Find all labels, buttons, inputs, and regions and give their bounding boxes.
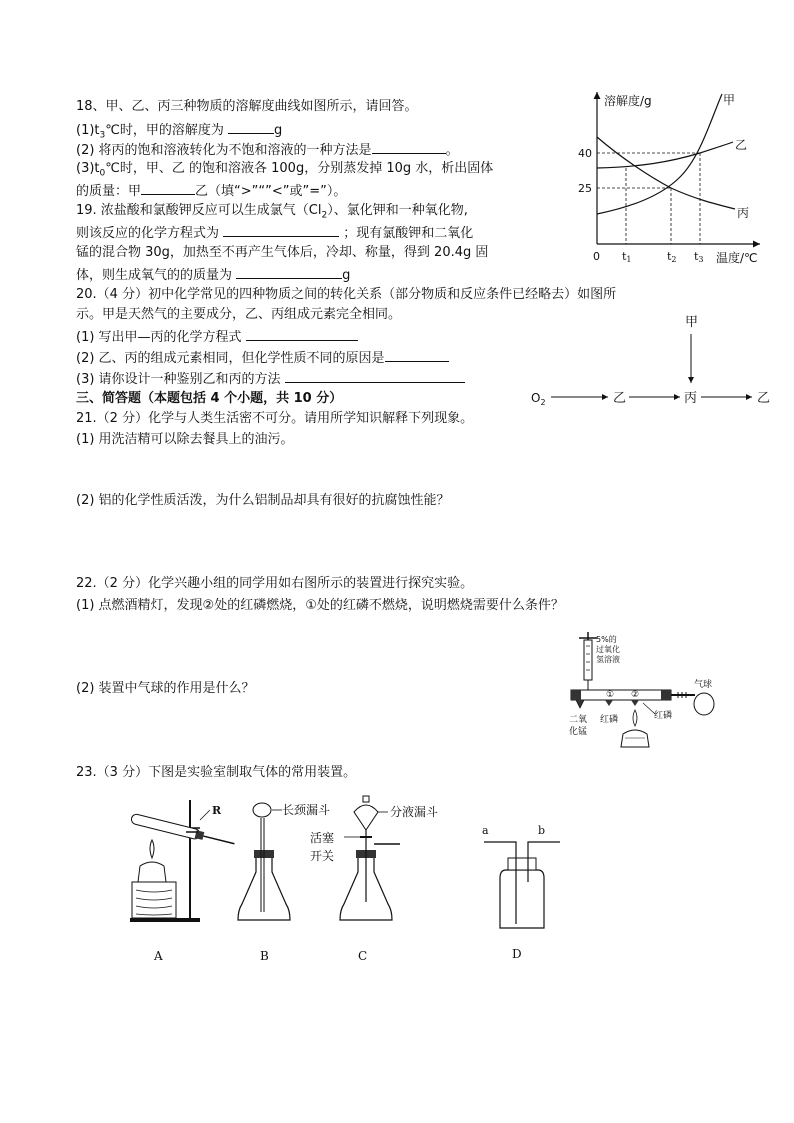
q19-line1: 19. 浓盐酸和氯酸钾反应可以生成氯气$(Cl_2)$、氯化钾和一种氧化物, [76, 203, 468, 221]
q18-p3-answer-blank[interactable] [141, 181, 195, 195]
q21-line1: 21.（2 分）化学与人类生活密不可分。请用所学知识解释下列现象。 [76, 411, 474, 426]
x-tick-t1: t1 [622, 250, 632, 264]
q18-p2-answer-blank[interactable] [372, 140, 446, 154]
q22-part1: (1) 点燃酒精灯，发现②处的红磷燃烧，①处的红磷不燃烧，说明燃烧需要什么条件？ [76, 598, 564, 613]
funnel-long-label: 长颈漏斗 [282, 803, 331, 817]
origin-label: 0 [593, 250, 600, 263]
y-tick-25: 25 [578, 182, 592, 195]
syringe-label-2: 过氧化 [596, 645, 620, 654]
legend-bing: 丙 [737, 206, 750, 220]
stopcock-label-1: 活塞 [310, 831, 335, 845]
mno2-label-1: 二氧 [569, 715, 588, 725]
y-axis-label: 溶解度/g [604, 94, 652, 108]
solubility-chart [570, 82, 770, 267]
q23-line1: 23.（3 分）下图是实验室制取气体的常用装置。 [76, 765, 357, 780]
balloon-label: 气球 [694, 680, 713, 690]
section3-heading: 三、简答题（本题包括 4 个小题，共 10 分） [76, 391, 343, 406]
q19-equation-blank[interactable] [223, 223, 339, 237]
q20-p2-answer-blank[interactable] [385, 348, 449, 362]
node-jia: 甲 [685, 315, 699, 330]
label-D: D [512, 947, 522, 961]
q20-line1: 20.（4 分）初中化学常见的四种物质之间的转化关系（部分物质和反应条件已经略去）如图所 [76, 287, 617, 302]
q18-part2: (2) 将丙的饱和溶液转化为不饱和溶液的一种方法是 。 [76, 140, 459, 160]
q21-part2: (2) 铝的化学性质活泼，为什么铝制品却具有很好的抗腐蚀性能？ [76, 493, 450, 508]
q20-p3-answer-blank[interactable] [285, 369, 465, 383]
label-B: B [260, 949, 269, 963]
curve-jia [597, 94, 722, 214]
q18-p1-answer-blank[interactable] [228, 120, 274, 134]
legend-jia: 甲 [723, 93, 736, 107]
q19-line4: 体，则生成氧气的的质量为 g [76, 265, 350, 285]
q18-part3-line2: 的质量：甲 乙（填“>”“”<”或”=”）。 [76, 181, 346, 201]
x-axis-label: 温度/℃ [716, 251, 758, 265]
q20-part3: (3) 请你设计一种鉴别乙和丙的方法 [76, 369, 465, 389]
mno2-label-2: 化锰 [569, 727, 588, 737]
y-tick-40: 40 [578, 147, 592, 160]
syringe-label-1: 5%的 [596, 635, 617, 644]
port-b-label: b [538, 824, 546, 837]
gas-apparatus [120, 790, 570, 965]
apparatus-A [130, 800, 236, 922]
conversion-diagram [525, 312, 785, 412]
mark-1: ① [606, 690, 615, 700]
stopcock-label-2: 开关 [310, 849, 335, 863]
q19-line3: 锰的混合物 30g，加热至不再产生气体后，冷却、称量，得到 20.4g 固 [76, 245, 489, 260]
q19-mass-blank[interactable] [236, 265, 342, 279]
mark-2: ② [631, 690, 640, 700]
label-A: A [154, 949, 163, 963]
q22-line1: 22.（2 分）化学兴趣小组的同学用如右图所示的装置进行探究实验。 [76, 576, 474, 591]
node-yi-right: 乙 [757, 391, 771, 406]
q20-line2: 示。甲是天然气的主要成分，乙、丙组成元素完全相同。 [76, 307, 402, 322]
port-a-label: a [482, 824, 489, 837]
x-tick-t2: t2 [667, 250, 677, 264]
alcohol-lamp [621, 730, 649, 747]
r-label: R [212, 804, 222, 817]
apparatus-D [482, 824, 560, 928]
legend-yi: 乙 [735, 138, 748, 152]
q18-line1: 18、甲、乙、丙三种物质的溶解度曲线如图所示，请回答。 [76, 99, 418, 114]
q20-part1: (1) 写出甲—丙的化学方程式 [76, 327, 358, 347]
balloon-icon [694, 693, 714, 715]
x-tick-t3: t3 [694, 250, 704, 264]
reaction-tube [571, 690, 671, 700]
q18-part1: $(1)t_3℃$时，甲的溶解度为 g [76, 120, 282, 145]
node-o2: $O_2$ [531, 391, 546, 407]
q20-p1-answer-blank[interactable] [246, 327, 358, 341]
q18-part3: $(3)t_0℃$时，甲、乙 的饱和溶液各 100g，分别蒸发掉 10g 水，析出固体 [76, 161, 494, 179]
q20-part2: (2) 乙、丙的组成元素相同，但化学性质不同的原因是 [76, 348, 449, 368]
node-yi-left: 乙 [613, 391, 627, 406]
q19-line2: 则该反应的化学方程式为 ；现有氯酸钾和二氧化 [76, 223, 473, 243]
funnel-sep-label: 分液漏斗 [390, 805, 439, 819]
red-phosphorus-label-2: 红磷 [654, 711, 673, 721]
node-bing: 丙 [684, 391, 698, 406]
red-phosphorus-label-1: 红磷 [600, 715, 619, 725]
curve-yi [597, 142, 733, 168]
q22-part2: (2) 装置中气球的作用是什么？ [76, 681, 255, 696]
combustion-apparatus [563, 630, 733, 750]
label-C: C [358, 949, 368, 963]
q21-part1: (1) 用洗洁精可以除去餐具上的油污。 [76, 432, 294, 447]
syringe-label-3: 氢溶液 [596, 655, 620, 664]
